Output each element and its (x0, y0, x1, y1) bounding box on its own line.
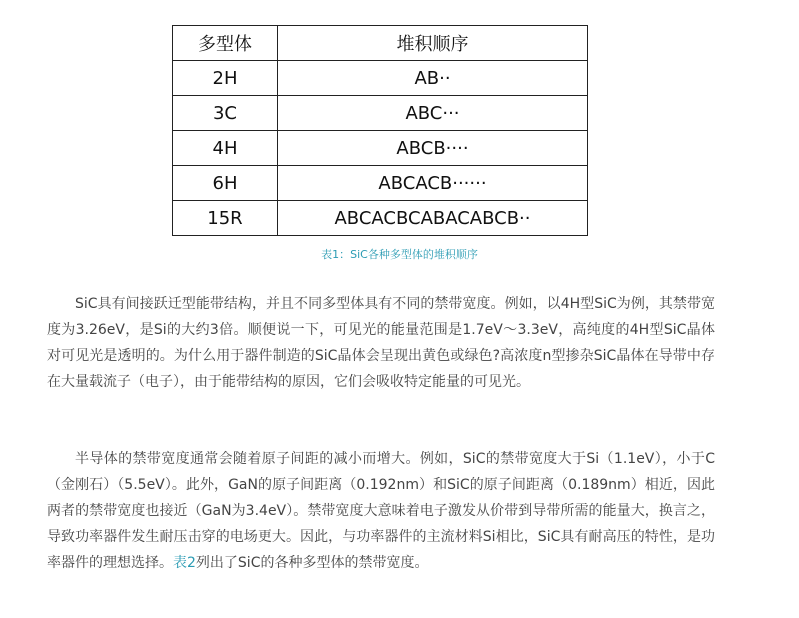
cell-stacking-order: ABCB···· (278, 131, 588, 166)
table-row (173, 201, 588, 236)
header-stacking-order: 堆积顺序 (278, 26, 588, 61)
cell-stacking-order: ABCACBCABACABCB·· (278, 201, 588, 236)
cell-stacking-order: ABC··· (278, 96, 588, 131)
cell-polytype: 15R (173, 201, 278, 236)
table-header-row (173, 26, 588, 61)
polytype-stacking-table (172, 25, 588, 236)
paragraph-bandgap-structure: SiC具有间接跃迁型能带结构，并且不同多型体具有不同的禁带宽度。例如，以4H型SiC为例，其禁带宽度为3.26eV，是Si的大约3倍。顺便说一下，可见光的能量范围是1.7eV～3.3eV，高纯度的4H型SiC晶体对可见光是透明的。为什么用于器件制造的SiC晶体会呈现出黄色或绿色?高浓度n型掺杂SiC晶体在导带中存在大量载流子（电子），由于能带结构的原因，它们会吸收特定能量的可见光。 (47, 296, 715, 390)
header-polytype: 多型体 (173, 26, 278, 61)
cell-polytype: 3C (173, 96, 278, 131)
paragraph-bandgap-atomic-spacing (47, 446, 715, 576)
table-caption: 表1：SiC各种多型体的堆积顺序 (321, 248, 478, 261)
cell-polytype: 4H (173, 131, 278, 166)
table-row (173, 61, 588, 96)
paragraph-text: 列出了SiC的各种多型体的禁带宽度。 (195, 555, 429, 571)
polytype-table-container (172, 25, 588, 236)
table-row (173, 131, 588, 166)
table2-link[interactable]: 表2 (173, 555, 196, 571)
table-row (173, 96, 588, 131)
cell-polytype: 2H (173, 61, 278, 96)
cell-polytype: 6H (173, 166, 278, 201)
table-row (173, 166, 588, 201)
paragraph-text: 半导体的禁带宽度通常会随着原子间距的减小而增大。例如，SiC的禁带宽度大于Si（1.1eV），小于C（金刚石）（5.5eV）。此外，GaN的原子间距离（0.192nm）和SiC的原子间距离（0.189nm）相近，因此两者的禁带宽度也接近（GaN为3.4eV）。禁带宽度大意味着电子激发从价带到导带所需的能量大，换言之，导致功率器件发生耐压击穿的电场更大。因此，与功率器件的主流材料Si相比，SiC具有耐高压的特性，是功率器件的理想选择。 (47, 451, 715, 571)
cell-stacking-order: AB·· (278, 61, 588, 96)
cell-stacking-order: ABCACB······ (278, 166, 588, 201)
